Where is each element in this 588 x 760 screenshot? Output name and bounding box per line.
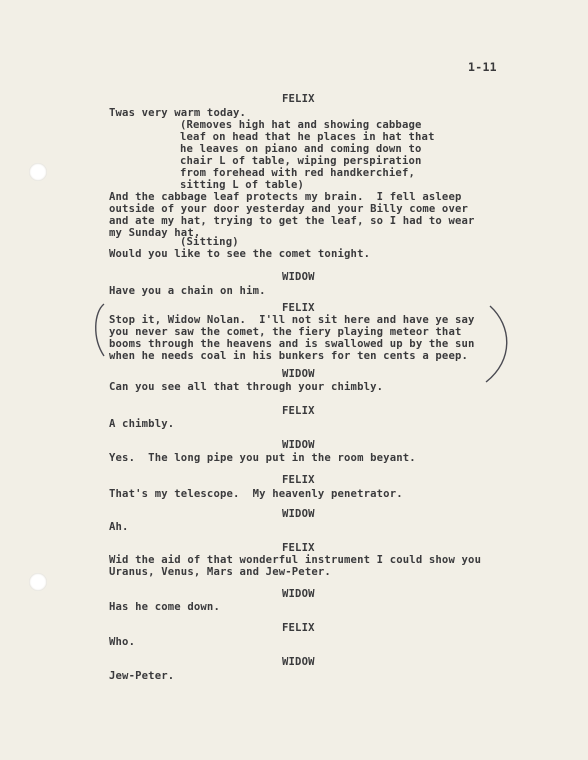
dialogue-line: Wid the aid of that wonderful instrument I could show you bbox=[109, 554, 482, 566]
dialogue-line: you never saw the comet, the fiery playing meteor that bbox=[109, 326, 462, 338]
dialogue-line: That's my telescope. My heavenly penetrator. bbox=[109, 488, 403, 500]
dialogue-line: and ate my hat, trying to get the leaf, so I had to wear bbox=[109, 215, 475, 227]
speaker-name: WIDOW bbox=[282, 271, 315, 283]
stage-direction: (Sitting) bbox=[180, 236, 239, 248]
speaker-name: FELIX bbox=[282, 93, 315, 105]
dialogue-line: outside of your door yesterday and your Billy come over bbox=[109, 203, 469, 215]
speaker-name: WIDOW bbox=[282, 368, 315, 380]
stage-direction: sitting L of table) bbox=[180, 179, 305, 191]
speaker-name: FELIX bbox=[282, 474, 315, 486]
dialogue-line: Yes. The long pipe you put in the room beyant. bbox=[109, 452, 416, 464]
dialogue-line: Ah. bbox=[109, 521, 129, 533]
speaker-name: WIDOW bbox=[282, 656, 315, 668]
dialogue-line: And the cabbage leaf protects my brain. I fell asleep bbox=[109, 191, 462, 203]
speaker-name: WIDOW bbox=[282, 508, 315, 520]
dialogue-line: Stop it, Widow Nolan. I'll not sit here and have ye say bbox=[109, 314, 475, 326]
dialogue-line: Have you a chain on him. bbox=[109, 285, 266, 297]
dialogue-line: A chimbly. bbox=[109, 418, 175, 430]
dialogue-line: Jew-Peter. bbox=[109, 670, 175, 682]
stage-direction: from forehead with red handkerchief, bbox=[180, 167, 416, 179]
stage-direction: leaf on head that he places in hat that bbox=[180, 131, 435, 143]
dialogue-line: booms through the heavens and is swallowed up by the sun bbox=[109, 338, 475, 350]
dialogue-line: Uranus, Venus, Mars and Jew-Peter. bbox=[109, 566, 331, 578]
page-number: 1-11 bbox=[468, 60, 497, 74]
stage-direction: (Removes high hat and showing cabbage bbox=[180, 119, 422, 131]
dialogue-line: Would you like to see the comet tonight. bbox=[109, 248, 371, 260]
dialogue-line: Who. bbox=[109, 636, 136, 648]
dialogue-line: Can you see all that through your chimbly. bbox=[109, 381, 384, 393]
speaker-name: FELIX bbox=[282, 622, 315, 634]
stage-direction: chair L of table, wiping perspiration bbox=[180, 155, 422, 167]
dialogue-line: when he needs coal in his bunkers for ten cents a peep. bbox=[109, 350, 469, 362]
speaker-name: FELIX bbox=[282, 302, 315, 314]
dialogue-line: my Sunday hat. bbox=[109, 227, 201, 239]
stage-direction: he leaves on piano and coming down to bbox=[180, 143, 422, 155]
speaker-name: FELIX bbox=[282, 542, 315, 554]
speaker-name: WIDOW bbox=[282, 439, 315, 451]
dialogue-line: Has he come down. bbox=[109, 601, 220, 613]
speaker-name: WIDOW bbox=[282, 588, 315, 600]
dialogue-line: Twas very warm today. bbox=[109, 107, 247, 119]
speaker-name: FELIX bbox=[282, 405, 315, 417]
